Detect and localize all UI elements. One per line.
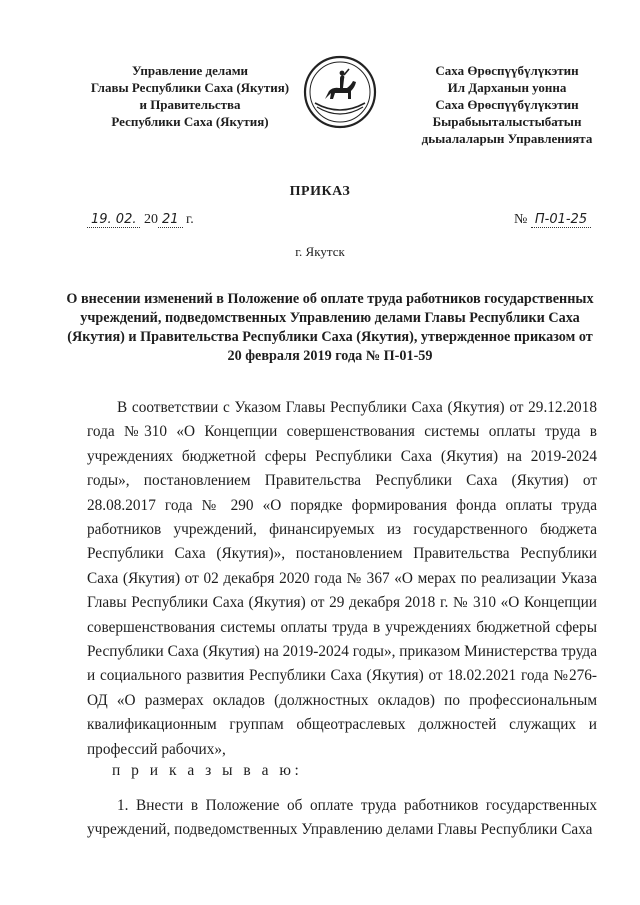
order-word: п р и к а з ы в а ю:: [112, 762, 303, 779]
document-title: ПРИКАЗ: [289, 184, 351, 199]
document-city: г. Якутск: [295, 244, 345, 259]
header-right-issuer: [412, 62, 602, 147]
header-left-issuer: [70, 62, 310, 130]
order-item-1: 1. Внести в Положение об оплате труда работников государственных учреждений, подведомственных Управлению делами Главы Республики Саха: [87, 797, 597, 839]
number-value: П-01-25: [531, 212, 591, 228]
number-sign: №: [514, 212, 528, 227]
document-subject: О внесении изменений в Положение об оплате труда работников государственных учреждений, подведомственных Управлению делами Главы Республики Саха (Якутия) и Правительства Республики Саха (Якутия), утвержденное приказом от 20 февраля 2019 года № П-01-59: [66, 291, 594, 364]
coat-of-arms-emblem-icon: [303, 55, 377, 129]
header-left-line-1: Управление делами: [131, 63, 249, 78]
date-year-suffix: 21: [158, 212, 183, 228]
header-left-line-3: и Правительства: [139, 97, 241, 112]
header-right-line-3: Саха Өрөспүүбүлүкэтин: [435, 97, 579, 112]
date-year-prefix: 20: [143, 212, 158, 227]
date-unit: г.: [186, 212, 194, 227]
document-number: [514, 212, 591, 228]
header-right-line-2: Ил Дарханын уонна: [447, 80, 567, 95]
header-left-line-4: Республики Саха (Якутия): [111, 114, 269, 129]
header-left-line-2: Главы Республики Саха (Якутия): [90, 80, 290, 95]
document-date: [87, 212, 194, 228]
header-right-line-5: дьыалаларын Управленията: [421, 131, 593, 146]
preamble-paragraph: В соответствии с Указом Главы Республики Саха (Якутия) от 29.12.2018 года №310 «О Концепции совершенствования системы оплаты труда в учреждениях бюджетной сферы Республики Саха (Якутия) на 2019-2024 годы», постановлением Правительства Республики Саха (Якутия) от 28.08.2017 года № 290 «О порядке формирования фонда оплаты труда работников учреждений, финансируемых из государственного бюджета Республики Саха (Якутия)», постановлением Правительства Республики Саха (Якутия) от 02 декабря 2020 года № 367 «О мерах по реализации Указа Главы Республики Саха (Якутия) от 29 декабря 2018 г. № 310 «О Концепции совершенствования системы оплаты труда в учреждениях бюджетной сферы Республики Саха (Якутия) на 2019-2024 годы», приказом Министерства труда и социального развития Республики Саха (Якутия) от 18.02.2021 года №276-ОД «О размерах окладов (должностных окладов) по профессиональным квалификационным группам общеотраслевых должностей служащих и профессий рабочих»,: [87, 399, 597, 758]
date-day-month: 19. 02.: [87, 212, 140, 228]
header-right-line-4: Бырабыыталыстыбатын: [432, 114, 582, 129]
header-right-line-1: Саха Өрөспүүбүлүкэтин: [435, 63, 579, 78]
